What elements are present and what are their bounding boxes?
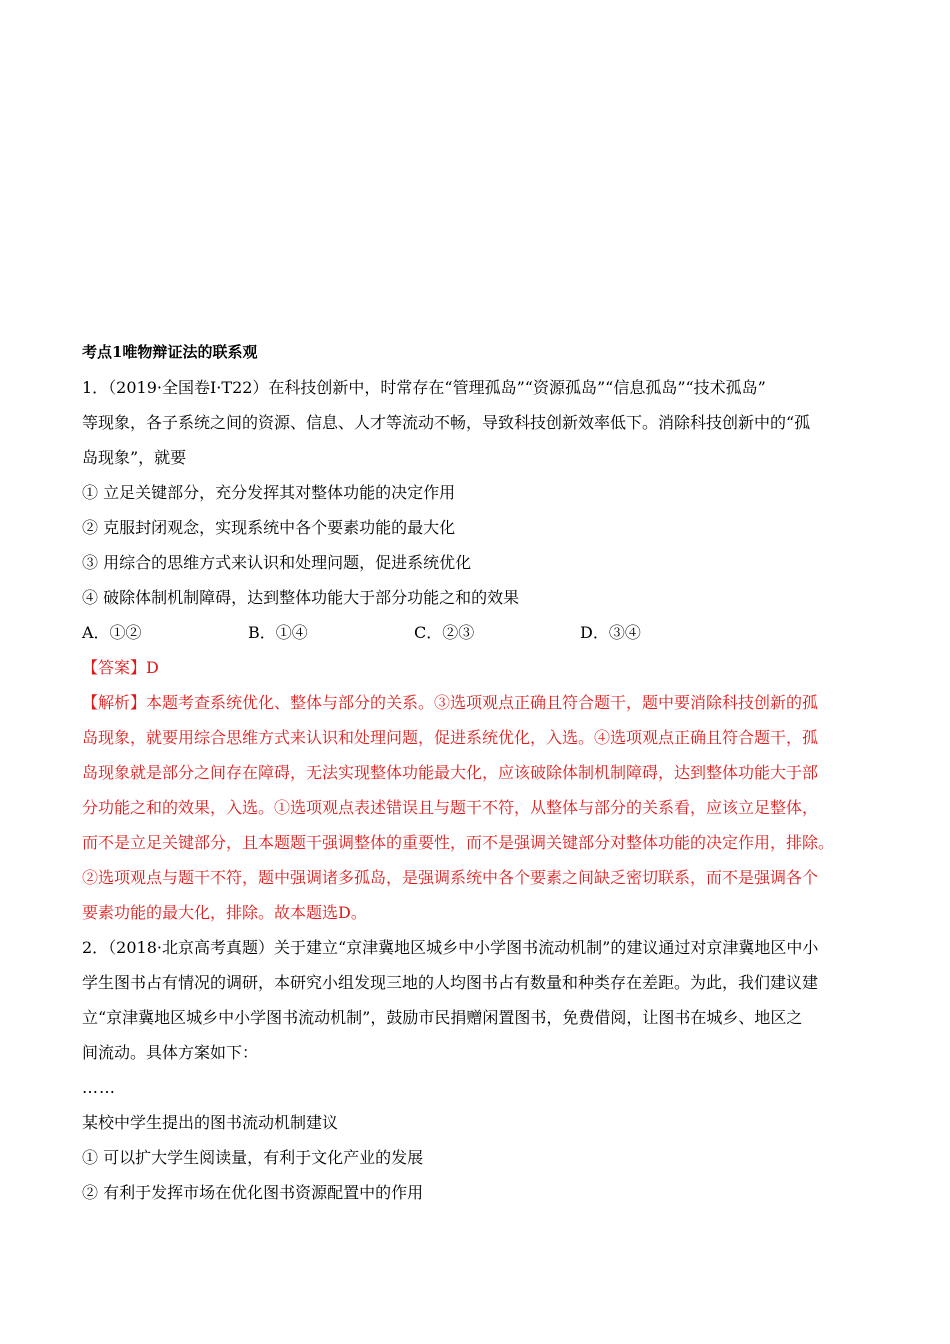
document-page bbox=[82, 335, 872, 1210]
analysis-line: 岛现象就是部分之间存在障碍，无法实现整体功能最大化，应该破除体制机制障碍，达到整体功能大于部 bbox=[82, 763, 819, 782]
question-1-item: ③ 用综合的思维方式来认识和处理问题，促进系统优化 bbox=[82, 553, 472, 572]
analysis-line: 岛现象，就要用综合思维方式来认识和处理问题，促进系统优化，入选。④选项观点正确且符合题干，孤 bbox=[82, 728, 819, 747]
question-1-item: ② 克服封闭观念，实现系统中各个要素功能的最大化 bbox=[82, 518, 456, 537]
question-1-options bbox=[82, 615, 872, 650]
analysis bbox=[82, 685, 872, 930]
analysis-line: 而不是立足关键部分，且本题题干强调整体的重要性，而不是强调关键部分对整体功能的决定作用，排除。 bbox=[82, 833, 835, 852]
section-title: 考点1唯物辩证法的联系观 bbox=[82, 343, 258, 361]
option-c: C．②③ bbox=[414, 623, 475, 642]
analysis-line: 【解析】本题考查系统优化、整体与部分的关系。③选项观点正确且符合题干，题中要消除科技创新的孤 bbox=[82, 693, 819, 712]
question-1-stem-line: 岛现象”，就要 bbox=[82, 448, 187, 467]
question-1-item: ④ 破除体制机制障碍，达到整体功能大于部分功能之和的效果 bbox=[82, 588, 520, 607]
question-2-item: ② 有利于发挥市场在优化图书资源配置中的作用 bbox=[82, 1183, 424, 1202]
question-2-stem-line: 立“京津冀地区城乡中小学图书流动机制”，鼓励市民捐赠闲置图书，免费借阅，让图书在城乡、地区之 bbox=[82, 1008, 803, 1027]
analysis-line: ②选项观点与题干不符，题中强调诸多孤岛，是强调系统中各个要素之间缺乏密切联系，而不是强调各个 bbox=[82, 868, 819, 887]
question-2-subtitle: 某校中学生提出的图书流动机制建议 bbox=[82, 1113, 339, 1132]
question-2-stem-line: 2．（2018·北京高考真题）关于建立“京津冀地区城乡中小学图书流动机制”的建议通过对京津冀地区中小 bbox=[82, 938, 819, 957]
question-2-stem-line: 间流动。具体方案如下： bbox=[82, 1043, 259, 1062]
question-2-stem-line: 学生图书占有情况的调研，本研究小组发现三地的人均图书占有数量和种类存在差距。为此，我们建议建 bbox=[82, 973, 819, 992]
question-1-item: ① 立足关键部分，充分发挥其对整体功能的决定作用 bbox=[82, 483, 456, 502]
question-1-stem-line: 1．（2019·全国卷Ⅰ·T22）在科技创新中，时常存在“管理孤岛”“资源孤岛”“信息孤岛”“技术孤岛” bbox=[82, 378, 766, 397]
analysis-line: 要素功能的最大化，排除。故本题选D。 bbox=[82, 903, 367, 922]
option-d: D．③④ bbox=[580, 623, 641, 642]
ellipsis: …… bbox=[82, 1078, 116, 1097]
question-1 bbox=[82, 370, 872, 930]
answer: 【答案】D bbox=[82, 658, 159, 677]
option-b: B．①④ bbox=[248, 623, 308, 642]
analysis-line: 分功能之和的效果，入选。①选项观点表述错误且与题干不符，从整体与部分的关系看，应该立足整体， bbox=[82, 798, 819, 817]
question-2-item: ① 可以扩大学生阅读量，有利于文化产业的发展 bbox=[82, 1148, 424, 1167]
question-1-stem-line: 等现象，各子系统之间的资源、信息、人才等流动不畅，导致科技创新效率低下。消除科技创新中的“孤 bbox=[82, 413, 811, 432]
option-a: A．①② bbox=[82, 623, 142, 642]
question-2 bbox=[82, 930, 872, 1210]
